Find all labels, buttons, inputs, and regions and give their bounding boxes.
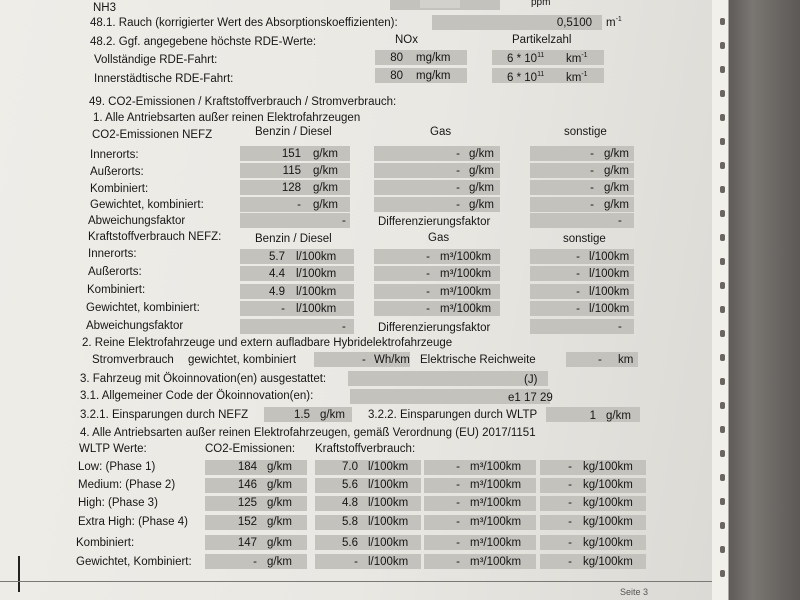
- wltp-fuel-unit: l/100km: [368, 479, 409, 491]
- fuel-row-label: Innerorts:: [88, 248, 137, 260]
- co2-petrol-value: -: [297, 199, 301, 211]
- savings-nefz-value: 1.5: [294, 409, 310, 421]
- fuel-other-unit: l/100km: [589, 303, 630, 315]
- nh3-label: NH3: [93, 2, 117, 14]
- rde-nox-unit: mg/km: [416, 70, 451, 82]
- wltp-fuel-unit: l/100km: [368, 537, 409, 549]
- co2-petrol-unit: g/km: [313, 182, 338, 194]
- wltp-kg-unit: kg/100km: [583, 497, 633, 509]
- wltp-kg-value: -: [568, 479, 572, 491]
- wltp-co2-value: 184: [237, 461, 257, 473]
- wltp-co2-value: 146: [237, 479, 257, 491]
- co2-row-label: Innerorts:: [90, 149, 139, 161]
- wltp-fuel-unit: l/100km: [368, 556, 409, 568]
- wltp-kg-unit: kg/100km: [583, 537, 633, 549]
- wltp-fuel-value: 5.8: [342, 516, 358, 528]
- fuel-other-unit: l/100km: [589, 268, 630, 280]
- wltp-kg-value: -: [568, 556, 572, 568]
- wltp-gas-value: -: [456, 556, 460, 568]
- section-49-sub4: 4. Alle Antriebsarten außer reinen Elektrofahrzeugen, gemäß Verordnung (EU) 2017/1151: [80, 427, 536, 439]
- rde-pn-header: Partikelzahl: [512, 34, 572, 46]
- wltp-kg-value: -: [568, 516, 572, 528]
- fuel-gas-unit: m³/100km: [440, 303, 492, 315]
- co2-row-label: Kombiniert:: [90, 183, 149, 195]
- co2-gas-unit: g/km: [469, 148, 494, 160]
- wltp-gas-value: -: [456, 479, 460, 491]
- wltp-row-label: Medium: (Phase 2): [78, 479, 176, 491]
- wltp-col-co2: CO2-Emissionen:: [205, 443, 296, 455]
- power-unit: Wh/km: [374, 354, 410, 366]
- wltp-co2-unit: g/km: [267, 556, 292, 568]
- section-49-title: 49. CO2-Emissionen / Kraftstoffverbrauch / Stromverbrauch:: [89, 96, 397, 108]
- rde-nox-value: 80: [390, 52, 403, 64]
- smoke-label: 48.1. Rauch (korrigierter Wert des Absorptionskoeffizienten):: [90, 17, 398, 29]
- wltp-fuel-unit: l/100km: [368, 497, 409, 509]
- wltp-co2-unit: g/km: [267, 461, 292, 473]
- field-nh3-b: [420, 0, 460, 8]
- fuel-petrol-value: -: [281, 303, 285, 315]
- fuel-gas-value: -: [426, 303, 430, 315]
- co2-petrol-value: 128: [281, 182, 301, 194]
- co2-diff-value: -: [618, 215, 622, 227]
- co2-other-unit: g/km: [604, 199, 629, 211]
- fuel-dev-label: Abweichungsfaktor: [86, 320, 184, 332]
- wltp-gas-unit: m³/100km: [470, 479, 522, 491]
- wltp-gas-value: -: [456, 516, 460, 528]
- fuel-petrol-value: 4.4: [269, 268, 285, 280]
- wltp-gas-unit: m³/100km: [470, 461, 522, 473]
- fuel-gas-value: -: [426, 268, 430, 280]
- wltp-gas-unit: m³/100km: [470, 537, 522, 549]
- co2-other-value: -: [590, 148, 594, 160]
- rde-nox-unit: mg/km: [416, 52, 451, 64]
- co2-gas-value: -: [456, 165, 460, 177]
- co2-dev-field: [240, 213, 350, 228]
- savings-nefz-label: 3.2.1. Einsparungen durch NEFZ: [80, 409, 249, 421]
- wltp-row-label: Gewichtet, Kombiniert:: [76, 556, 192, 568]
- wltp-kg-value: -: [568, 461, 572, 473]
- wltp-kg-unit: kg/100km: [583, 479, 633, 491]
- co2-other-unit: g/km: [604, 165, 629, 177]
- rde-row-label: Vollständige RDE-Fahrt:: [94, 54, 218, 66]
- wltp-fuel-value: 4.8: [342, 497, 358, 509]
- section-49-sub2: 2. Reine Elektrofahrzeuge und extern aufladbare Hybridelektrofahrzeuge: [82, 337, 453, 349]
- eco-field: [348, 371, 548, 386]
- wltp-gas-unit: m³/100km: [470, 497, 522, 509]
- power-value: -: [362, 354, 366, 366]
- co2-row-label: Außerorts:: [90, 166, 144, 178]
- wltp-co2-value: 125: [237, 497, 257, 509]
- savings-wltp-label: 3.2.2. Einsparungen durch WLTP: [368, 409, 538, 421]
- wltp-row-label: Kombiniert:: [76, 537, 135, 549]
- fuel-col-petrol: Benzin / Diesel: [255, 233, 332, 245]
- wltp-row-label: Extra High: (Phase 4): [78, 516, 188, 528]
- co2-col-other: sonstige: [564, 126, 607, 138]
- rde-pn-unit: $km^{-1}$: [566, 52, 588, 65]
- left-margin-mark: [18, 556, 20, 592]
- fuel-dev-field: [240, 319, 354, 334]
- co2-other-unit: g/km: [604, 148, 629, 160]
- fuel-diff-value: -: [618, 321, 622, 333]
- fuel-gas-value: -: [426, 286, 430, 298]
- wltp-fuel-value: -: [354, 556, 358, 568]
- wltp-gas-unit: m³/100km: [470, 556, 522, 568]
- ppm-label: ppm: [531, 0, 551, 8]
- fuel-petrol-unit: l/100km: [296, 268, 337, 280]
- fuel-other-unit: l/100km: [589, 286, 630, 298]
- wltp-co2-value: 147: [237, 537, 257, 549]
- wltp-kg-unit: kg/100km: [583, 516, 633, 528]
- power-label: Stromverbrauch: [92, 354, 174, 366]
- smoke-value: 0,5100: [556, 17, 592, 29]
- wltp-co2-unit: g/km: [267, 497, 292, 509]
- fuel-other-value: -: [576, 303, 580, 315]
- rde-pn-unit: $km^{-1}$: [566, 71, 588, 84]
- wltp-fuel-value: 7.0: [342, 461, 358, 473]
- co2-header: CO2-Emissionen NEFZ: [92, 129, 213, 141]
- wltp-kg-unit: kg/100km: [583, 461, 633, 473]
- footer-rule: [0, 581, 712, 582]
- wltp-row-label: Low: (Phase 1): [78, 461, 156, 473]
- range-label: Elektrische Reichweite: [420, 354, 536, 366]
- co2-gas-unit: g/km: [469, 182, 494, 194]
- wltp-header: WLTP Werte:: [79, 443, 147, 455]
- binder-edge: [712, 0, 800, 600]
- section-49-sub1: 1. Alle Antriebsarten außer reinen Elektrofahrzeugen: [93, 112, 361, 124]
- fuel-row-label: Kombiniert:: [87, 284, 146, 296]
- wltp-kg-unit: kg/100km: [583, 556, 633, 568]
- wltp-col-fuel: Kraftstoffverbrauch:: [315, 443, 416, 455]
- wltp-kg-value: -: [568, 537, 572, 549]
- eco-code-label: 3.1. Allgemeiner Code der Ökoinnovation(en):: [80, 390, 314, 402]
- wltp-kg-value: -: [568, 497, 572, 509]
- fuel-header: Kraftstoffverbrauch NEFZ:: [88, 231, 222, 243]
- fuel-petrol-unit: l/100km: [296, 303, 337, 315]
- co2-gas-unit: g/km: [469, 199, 494, 211]
- rde-row-label: Innerstädtische RDE-Fahrt:: [94, 73, 234, 85]
- co2-petrol-value: 151: [281, 148, 301, 160]
- rde-nox-header: NOx: [395, 34, 418, 46]
- eco-label: 3. Fahrzeug mit Ökoinnovation(en) ausgestattet:: [80, 373, 327, 385]
- eco-value: (J): [524, 374, 538, 386]
- fuel-dev-value: -: [342, 321, 346, 333]
- wltp-gas-value: -: [456, 497, 460, 509]
- co2-petrol-unit: g/km: [313, 165, 338, 177]
- page-number: Seite 3: [620, 587, 649, 597]
- fuel-gas-unit: m³/100km: [440, 286, 492, 298]
- co2-dev-value: -: [342, 215, 346, 227]
- co2-gas-value: -: [456, 182, 460, 194]
- wltp-fuel-value: 5.6: [342, 537, 358, 549]
- co2-petrol-unit: g/km: [313, 199, 338, 211]
- wltp-gas-unit: m³/100km: [470, 516, 522, 528]
- wltp-fuel-unit: l/100km: [368, 516, 409, 528]
- fuel-col-gas: Gas: [428, 232, 450, 244]
- co2-petrol-value: 115: [282, 165, 301, 177]
- fuel-diff-label: Differenzierungsfaktor: [378, 322, 491, 334]
- savings-wltp-value: 1: [589, 410, 596, 422]
- fuel-row-label: Außerorts:: [88, 266, 142, 278]
- fuel-other-unit: l/100km: [589, 251, 630, 263]
- co2-gas-value: -: [456, 199, 460, 211]
- wltp-row-label: High: (Phase 3): [78, 497, 158, 509]
- eco-code-value: e1 17 29: [508, 392, 553, 404]
- fuel-other-value: -: [576, 251, 580, 263]
- fuel-gas-unit: m³/100km: [440, 251, 492, 263]
- co2-row-label: Gewichtet, kombiniert:: [90, 199, 204, 211]
- range-value: -: [598, 354, 602, 366]
- fuel-col-other: sonstige: [563, 233, 606, 245]
- fuel-petrol-value: 5.7: [269, 251, 285, 263]
- wltp-fuel-unit: l/100km: [368, 461, 409, 473]
- fuel-row-label: Gewichtet, kombiniert:: [86, 302, 200, 314]
- co2-dev-label: Abweichungsfaktor: [88, 215, 186, 227]
- wltp-co2-unit: g/km: [267, 537, 292, 549]
- wltp-co2-value: 152: [237, 516, 257, 528]
- co2-petrol-unit: g/km: [313, 148, 338, 160]
- smoke-unit: $m^{-1}$: [606, 16, 622, 29]
- fuel-other-value: -: [576, 268, 580, 280]
- fuel-petrol-unit: l/100km: [296, 286, 337, 298]
- co2-other-value: -: [590, 199, 594, 211]
- co2-gas-value: -: [456, 148, 460, 160]
- savings-nefz-unit: g/km: [320, 409, 345, 421]
- co2-col-petrol: Benzin / Diesel: [255, 126, 332, 138]
- fuel-petrol-value: 4.9: [269, 286, 285, 298]
- fuel-gas-value: -: [426, 251, 430, 263]
- fuel-petrol-unit: l/100km: [296, 251, 337, 263]
- wltp-fuel-value: 5.6: [342, 479, 358, 491]
- co2-gas-unit: g/km: [469, 165, 494, 177]
- fuel-other-value: -: [576, 286, 580, 298]
- savings-wltp-unit: g/km: [606, 410, 631, 422]
- rde-pn-value: $6 * 10^{11}$: [507, 71, 545, 84]
- wltp-co2-unit: g/km: [267, 516, 292, 528]
- fuel-gas-unit: m³/100km: [440, 268, 492, 280]
- co2-other-value: -: [590, 165, 594, 177]
- co2-other-value: -: [590, 182, 594, 194]
- wltp-gas-value: -: [456, 461, 460, 473]
- co2-col-gas: Gas: [430, 126, 452, 138]
- wltp-co2-unit: g/km: [267, 479, 292, 491]
- co2-other-unit: g/km: [604, 182, 629, 194]
- power-sub-label: gewichtet, kombiniert: [188, 354, 297, 366]
- range-unit: km: [618, 354, 634, 366]
- rde-pn-value: $6 * 10^{11}$: [507, 52, 545, 65]
- wltp-gas-value: -: [456, 537, 460, 549]
- rde-label: 48.2. Ggf. angegebene höchste RDE-Werte:: [90, 36, 317, 48]
- co2-diff-label: Differenzierungsfaktor: [378, 216, 491, 228]
- wltp-co2-value: -: [253, 556, 257, 568]
- rde-nox-value: 80: [390, 70, 403, 82]
